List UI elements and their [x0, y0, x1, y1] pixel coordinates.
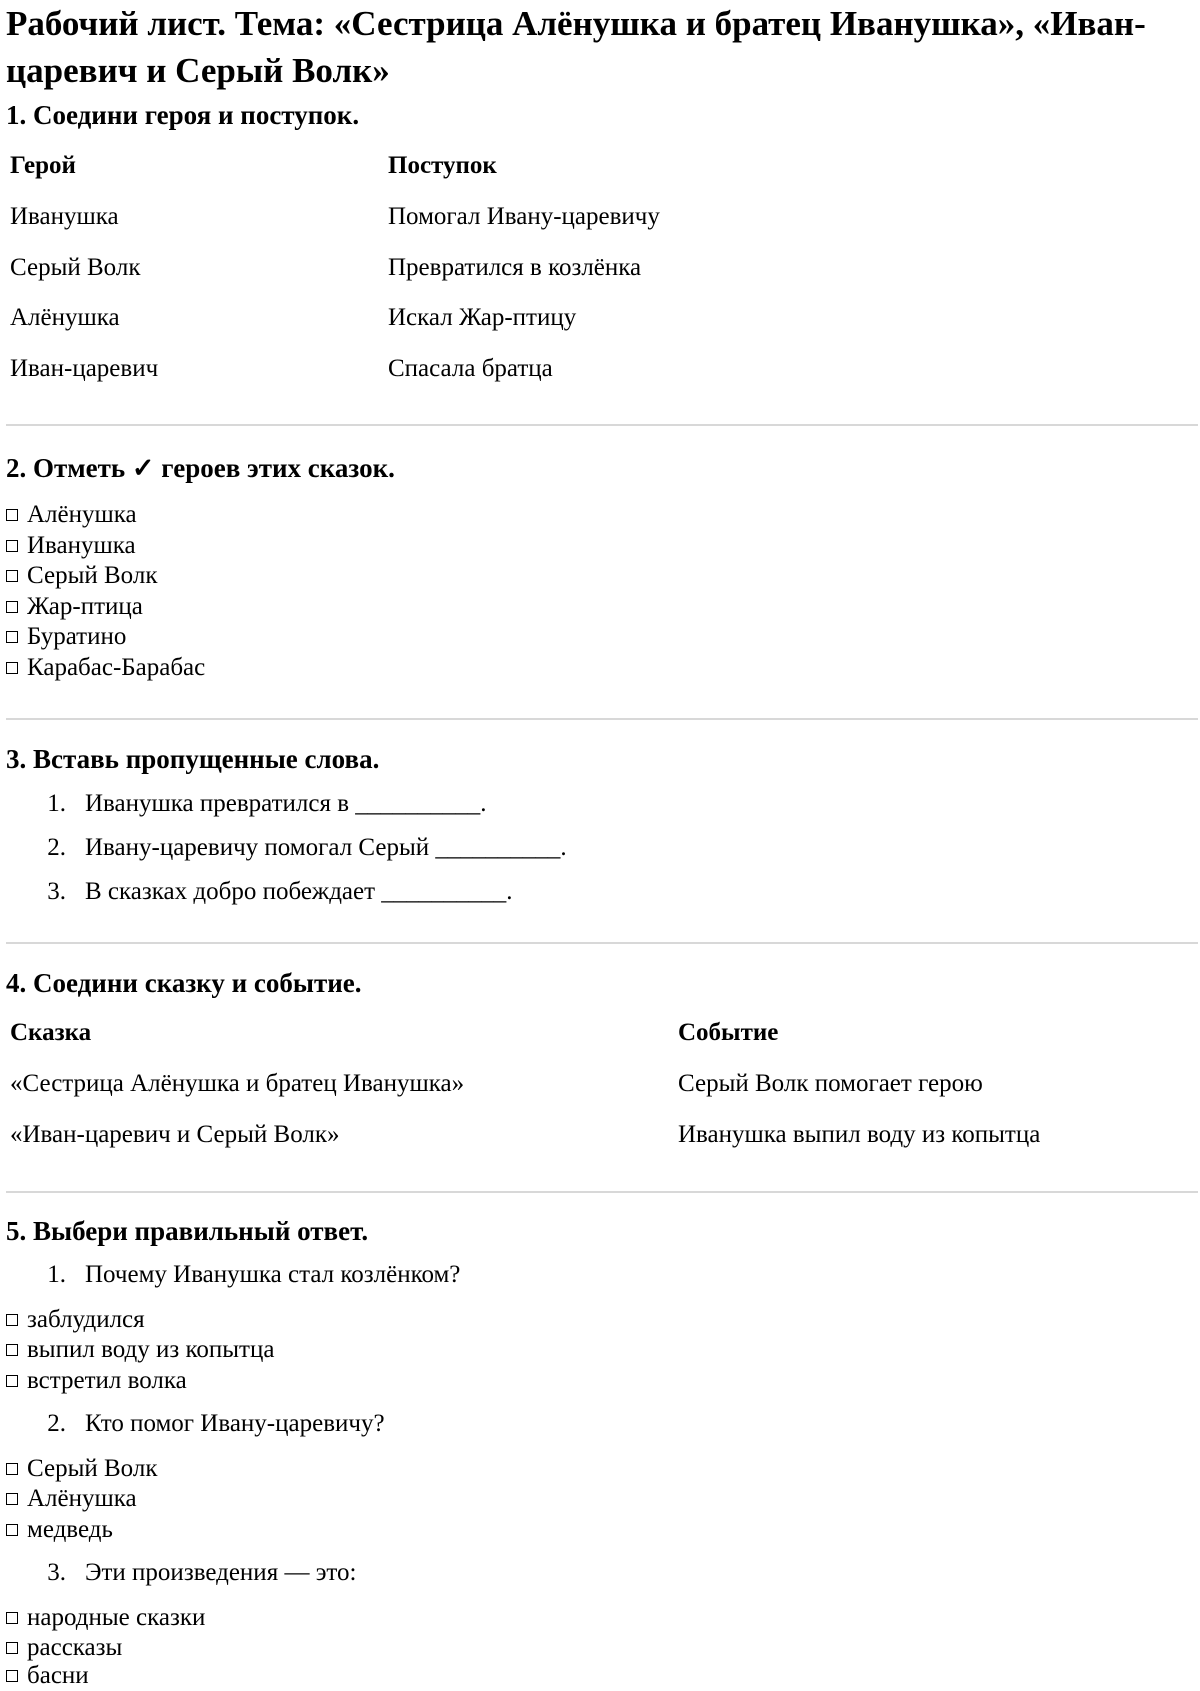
task5-option[interactable] — [6, 1483, 137, 1514]
task4-event: Иванушка выпил воду из копытца — [678, 1121, 1041, 1148]
task1-col-hero: Герой — [10, 152, 76, 179]
list-number: 2. — [47, 1410, 66, 1437]
checkbox-icon[interactable] — [6, 1524, 18, 1536]
task2-option-label: Буратино — [27, 623, 127, 650]
task2-option-label: Карабас-Барабас — [27, 654, 206, 681]
task5-option[interactable] — [6, 1632, 122, 1663]
task5-option-label: медведь — [27, 1516, 113, 1543]
list-number: 3. — [47, 1559, 66, 1586]
section-divider — [6, 718, 1198, 720]
task2-option[interactable] — [6, 499, 137, 530]
task2-option-label: Серый Волк — [27, 562, 158, 589]
task5-question: Почему Иванушка стал козлёнком? — [85, 1261, 461, 1288]
checkbox-icon[interactable] — [6, 601, 18, 613]
task2-heading: 2. Отметь ✓ героев этих сказок. — [6, 453, 395, 483]
task2-option[interactable] — [6, 530, 136, 561]
task1-hero: Иван-царевич — [10, 355, 159, 382]
task1-deed: Превратился в козлёнка — [388, 254, 642, 281]
task4-heading: 4. Соедини сказку и событие. — [6, 968, 362, 998]
task5-option-label: заблудился — [27, 1306, 145, 1333]
task2-option-label: Жар-птица — [27, 593, 143, 620]
task5-option-label: рассказы — [27, 1634, 123, 1661]
task3-heading: 3. Вставь пропущенные слова. — [6, 744, 380, 774]
task5-option[interactable] — [6, 1453, 157, 1484]
task1-heading: 1. Соедини героя и поступок. — [6, 100, 360, 130]
task4-tale: «Иван-царевич и Серый Волк» — [10, 1121, 340, 1148]
task4-col-tale: Сказка — [10, 1019, 92, 1046]
task3-sentence: Иванушка превратился в __________. — [85, 790, 487, 817]
task2-option[interactable] — [6, 560, 157, 591]
task5-option-label: басни — [27, 1662, 89, 1689]
task1-col-deed: Поступок — [388, 152, 497, 179]
list-number: 1. — [47, 1261, 66, 1288]
task5-option[interactable] — [6, 1334, 274, 1365]
task4-event: Серый Волк помогает герою — [678, 1070, 983, 1097]
task1-hero: Алёнушка — [10, 304, 120, 331]
task1-deed: Искал Жар-птицу — [388, 304, 577, 331]
checkbox-icon[interactable] — [6, 509, 18, 521]
task3-sentence: Ивану-царевичу помогал Серый __________. — [85, 834, 567, 861]
worksheet-title: Рабочий лист. Тема: «Сестрица Алёнушка и братец Иванушка», «Иван-царевич и Серый Волк» — [6, 4, 1146, 90]
checkbox-icon[interactable] — [6, 1344, 18, 1356]
task5-option[interactable] — [6, 1602, 205, 1633]
list-number: 2. — [47, 834, 66, 861]
task1-deed: Спасала братца — [388, 355, 553, 382]
task1-hero: Серый Волк — [10, 254, 141, 281]
task5-question: Кто помог Ивану-царевичу? — [85, 1410, 385, 1437]
section-divider — [6, 942, 1198, 944]
task2-option[interactable] — [6, 591, 143, 622]
task5-option-label: встретил волка — [27, 1367, 187, 1394]
section-divider — [6, 1191, 1198, 1193]
task3-sentence: В сказках добро побеждает __________. — [85, 878, 513, 905]
task2-option-label: Алёнушка — [27, 501, 137, 528]
checkbox-icon[interactable] — [6, 1612, 18, 1624]
section-divider — [6, 424, 1198, 426]
checkbox-icon[interactable] — [6, 1375, 18, 1387]
task1-hero: Иванушка — [10, 203, 119, 230]
task5-option-label: народные сказки — [27, 1604, 206, 1631]
task1-deed: Помогал Ивану-царевичу — [388, 203, 660, 230]
task4-col-event: Событие — [678, 1019, 779, 1046]
checkbox-icon[interactable] — [6, 540, 18, 552]
task5-option[interactable] — [6, 1304, 145, 1335]
task5-option-label: Алёнушка — [27, 1485, 137, 1512]
list-number: 3. — [47, 878, 66, 905]
checkbox-icon[interactable] — [6, 1670, 18, 1682]
task2-option-label: Иванушка — [27, 532, 136, 559]
task5-option[interactable] — [6, 1514, 113, 1545]
checkbox-icon[interactable] — [6, 570, 18, 582]
task5-question: Эти произведения — это: — [85, 1559, 357, 1586]
task5-option[interactable] — [6, 1660, 89, 1691]
checkbox-icon[interactable] — [6, 662, 18, 674]
checkbox-icon[interactable] — [6, 631, 18, 643]
task5-heading: 5. Выбери правильный ответ. — [6, 1216, 369, 1246]
task5-option-label: выпил воду из копытца — [27, 1336, 275, 1363]
task4-tale: «Сестрица Алёнушка и братец Иванушка» — [10, 1070, 465, 1097]
task2-option[interactable] — [6, 621, 126, 652]
task5-option[interactable] — [6, 1365, 187, 1396]
checkbox-icon[interactable] — [6, 1642, 18, 1654]
checkbox-icon[interactable] — [6, 1463, 18, 1475]
list-number: 1. — [47, 790, 66, 817]
checkbox-icon[interactable] — [6, 1314, 18, 1326]
checkbox-icon[interactable] — [6, 1493, 18, 1505]
task2-option[interactable] — [6, 652, 205, 683]
task5-option-label: Серый Волк — [27, 1455, 158, 1482]
